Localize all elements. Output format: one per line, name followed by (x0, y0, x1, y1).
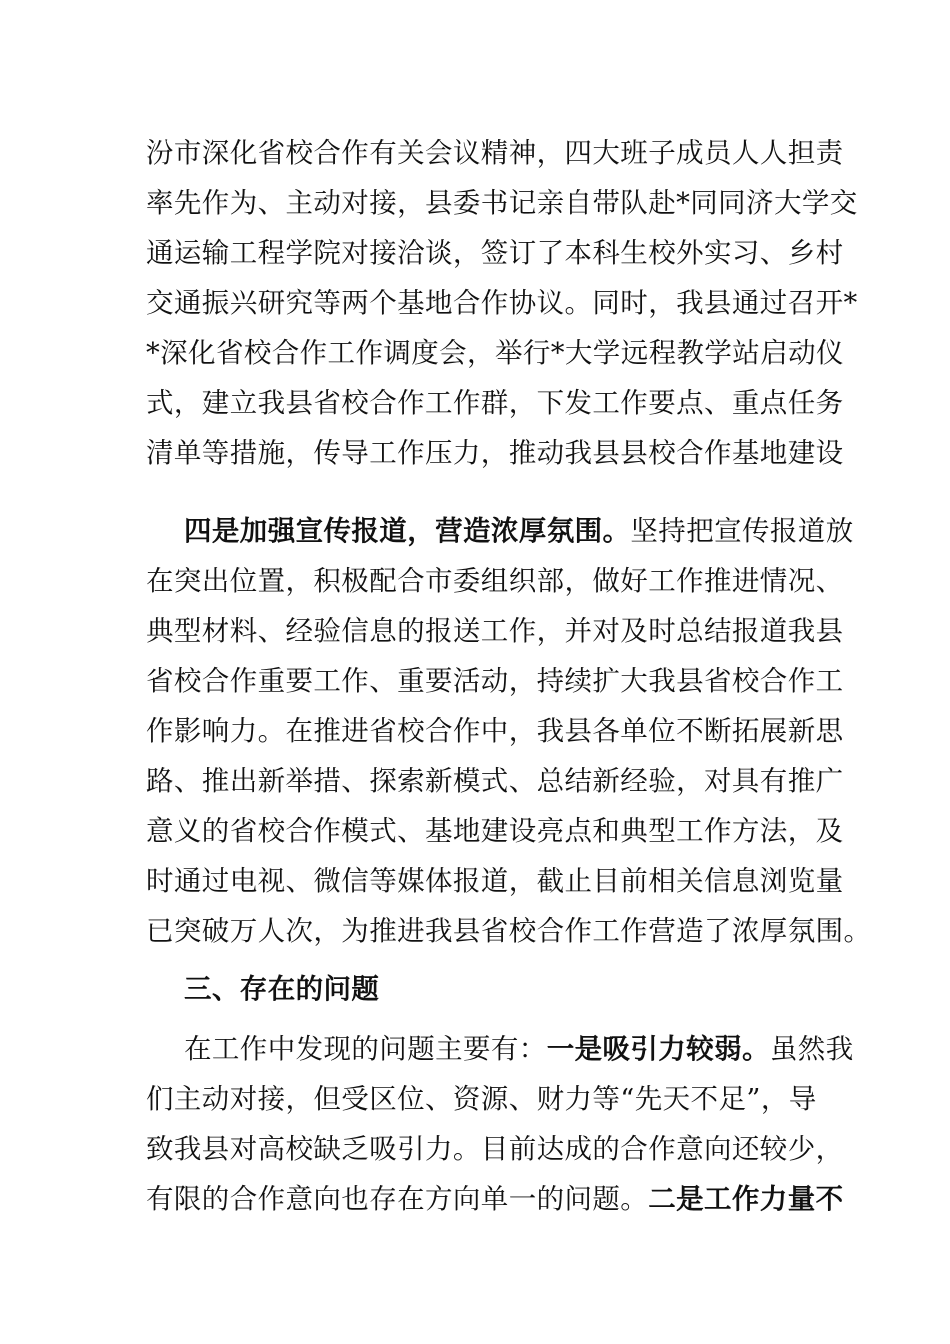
paragraph-1-line-3: 通运输工程学院对接洽谈，签订了本科生校外实习、乡村 (146, 237, 844, 269)
paragraph-2-line-6: 路、推出新举措、探索新模式、总结新经验，对具有推广 (146, 765, 844, 797)
paragraph-3-last-plain: 有限的合作意向也存在方向单一的问题。 (146, 1183, 649, 1215)
paragraph-2-line-2: 在突出位置，积极配合市委组织部，做好工作推进情况、 (146, 565, 844, 597)
paragraph-2-line-3: 典型材料、经验信息的报送工作，并对及时总结报道我县 (146, 615, 844, 647)
paragraph-2-lead-rest: 坚持把宣传报道放 (630, 515, 854, 547)
paragraph-2-line-9: 已突破万人次，为推进我县省校合作工作营造了浓厚氛围。 (146, 915, 872, 947)
paragraph-3-lead-bold: 一是吸引力较弱。 (546, 1033, 770, 1065)
paragraph-1-line-5: *深化省校合作工作调度会，举行*大学远程教学站启动仪 (146, 337, 844, 369)
paragraph-1-line-6: 式，建立我县省校合作工作群，下发工作要点、重点任务 (146, 387, 844, 419)
paragraph-3-last-bold: 二是工作力量不 (648, 1183, 844, 1215)
paragraph-1-line-1: 汾市深化省校合作有关会议精神，四大班子成员人人担责 (146, 137, 844, 169)
paragraph-3-line-4 (146, 1180, 844, 1218)
paragraph-3-line-3: 致我县对高校缺乏吸引力。目前达成的合作意向还较少， (146, 1133, 844, 1165)
paragraph-2-lead-bold: 四是加强宣传报道，营造浓厚氛围。 (184, 515, 631, 547)
paragraph-2-line-8: 时通过电视、微信等媒体报道，截止目前相关信息浏览量 (146, 865, 844, 897)
paragraph-2-line-5: 作影响力。在推进省校合作中，我县各单位不断拓展新思 (146, 715, 844, 747)
paragraph-3-line-2: 们主动对接，但受区位、资源、财力等“先天不足”，导 (146, 1083, 817, 1115)
paragraph-2-line-4: 省校合作重要工作、重要活动，持续扩大我县省校合作工 (146, 665, 844, 697)
paragraph-2-line-7: 意义的省校合作模式、基地建设亮点和典型工作方法，及 (146, 815, 844, 847)
section-heading: 三、存在的问题 (184, 973, 380, 1005)
paragraph-3-line-1 (184, 1030, 854, 1068)
paragraph-1-line-4: 交通振兴研究等两个基地合作协议。同时，我县通过召开* (146, 287, 858, 319)
paragraph-1-line-7: 清单等措施，传导工作压力，推动我县县校合作基地建设 (146, 437, 844, 469)
paragraph-1-line-2: 率先作为、主动对接，县委书记亲自带队赴*同同济大学交 (146, 187, 858, 219)
paragraph-2-line-1 (184, 512, 854, 550)
paragraph-3-lead-plain: 在工作中发现的问题主要有： (184, 1033, 547, 1065)
paragraph-3-lead-rest: 虽然我 (769, 1033, 854, 1065)
